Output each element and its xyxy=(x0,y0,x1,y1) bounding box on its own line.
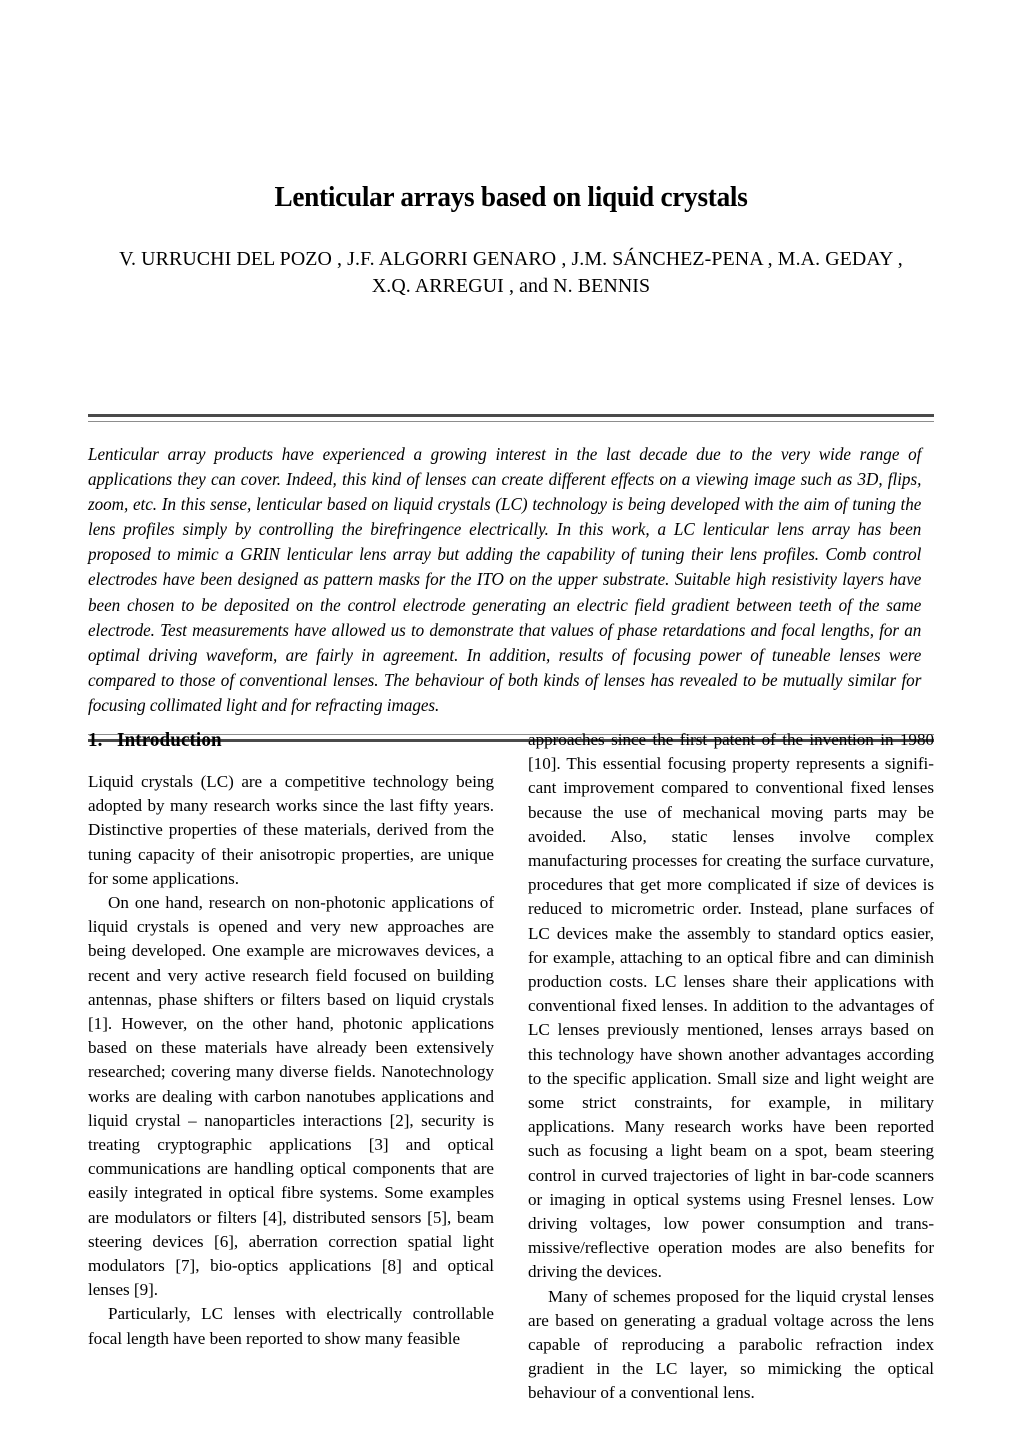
paragraph: Many of schemes proposed for the liquid crystal lenses are based on generating a gradual voltage across the lens capable of reproducing a parabolic refraction index gradient in the LC layer, so mimicking the optical behaviour of a conventional lens. xyxy=(528,1286,934,1403)
paragraph: Liquid crystals (LC) are a competitive technology being adopted by many research works since the last fifty years. Distinctive properties of these materials, derived from the tuning capacity of their anisotropic properties, are unique for some applications. xyxy=(88,772,494,888)
author-line-2: X.Q. ARREGUI , and N. BENNIS xyxy=(371,275,651,297)
section-heading-introduction: 1. Introduction xyxy=(88,729,222,751)
paragraph: Particularly, LC lenses with electrically controllable focal length have been reported to show many feasible xyxy=(88,1304,494,1348)
paragraph: approaches since the first patent of the invention in 1980 [10]. This essential focusing property represents a significant improvement compared to conventional fixed lenses because the use of mechanical moving parts may be avoided. Also, static lenses involve complex manufacturing processes for creating the surface curvature, procedures that get more complicated if size of devices is reduced to micrometric order. Instead, plane surfaces of LC devices make the assembly to standard optics easier, for example, attaching to an optical fibre and can diminish production costs. LC lenses share their applications with conventional fixed lenses. In addition to the advantages of LC lenses previously mentioned, lenses arrays based on this technology have shown another advantages according to the specific application. Small size and light weight are some strict constraints, for example, in military applications. Many research works have been reported such as focusing a light beam on a spot, beam steering control in curved trajectories of light in bar-code scanners or imaging in optical systems using Fresnel lenses. Low driving voltages, low power consumption and trans-missive/reflective operation modes are also benefits for driving the devices. xyxy=(528,730,934,1282)
abstract-text: Lenticular array products have experienced a growing interest in the last decade due to the very wide range of applications they can cover. Indeed, this kind of lenses can create different effects on a viewing image such as 3D, flips, zoom, etc. In this sense, lenticular based on liquid crystals (LC) technology is being developed with the aim of tuning the lens profiles simply by controlling the birefringence electrically. In this work, a LC lenticular lens array has been proposed to mimic a GRIN lenticular lens array but adding the capability of tuning their lens profiles. Comb control electrodes have been designed as pattern masks for the ITO on the upper substrate. Suitable high resistivity layers have been chosen to be deposited on the control electrode generating an electric field gradient between teeth of the same electrode. Test measurements have allowed us to demonstrate that values of phase retardations and focal lengths, for an optimal driving waveform, are fairly in agreement. In addition, results of focusing power of tuneable lenses were compared to those of conventional lenses. The behaviour of both kinds of lenses has revealed to be mutually similar for focusing collimated light and for refracting images. xyxy=(88,444,922,715)
column-left xyxy=(88,728,494,1351)
page-title: Lenticular arrays based on liquid crystals xyxy=(274,181,748,213)
column-right xyxy=(528,728,934,1406)
title-block xyxy=(88,180,934,300)
abstract-block xyxy=(88,414,934,742)
body-columns xyxy=(88,728,934,1403)
author-list xyxy=(101,214,922,300)
author-line-1: V. URRUCHI DEL POZO , J.F. ALGORRI GENARO , J.M. SÁNCHEZ-PENA , M.A. GEDAY , xyxy=(119,248,903,270)
paragraph: On one hand, research on non-photonic applications of liquid crystals is opened and very new approaches are being developed. One example are microwaves devices, a recent and very active research field focused on building antennas, phase shifters or filters based on liquid crystals [1]. However, on the other hand, photonic applications based on these materials have already been extensively researched; covering many diverse fields. Nanotechnology works are dealing with carbon nanotubes applications and liquid crystal – nanoparticles interactions [2], security is treating cryptographic applications [3] and optical communications are handling optical components that are easily integrated in optical fibre systems. Some examples are modulators or filters [4], distributed sensors [5], beam steering devices [6], aberration correction spatial light modulators [7], bio-optics applications [8] and optical lenses [9]. xyxy=(88,893,494,1300)
abstract-rule-top xyxy=(88,414,934,422)
